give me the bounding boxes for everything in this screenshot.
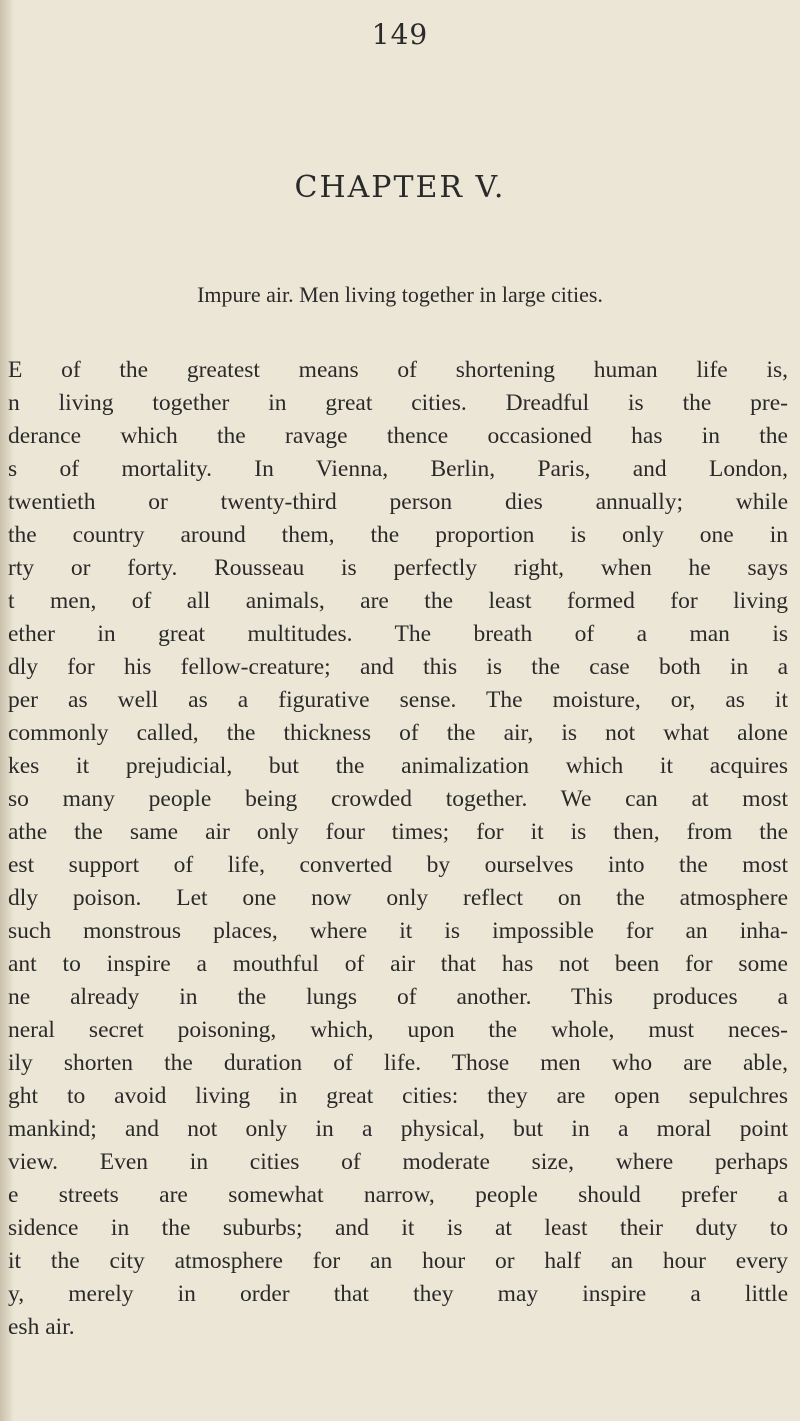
page-number: 149 xyxy=(371,18,429,51)
text-line: ily shorten the duration of life. Those men who are able, xyxy=(8,1050,788,1076)
text-line: n living together in great cities. Dreadful is the pre- xyxy=(8,390,788,416)
chapter-summary: Impure air. Men living together in large cities. xyxy=(197,282,603,307)
text-line: ne already in the lungs of another. This produces a xyxy=(8,984,788,1010)
text-line: dly poison. Let one now only reflect on the atmosphere xyxy=(8,885,788,911)
text-line: est support of life, converted by ourselves into the most xyxy=(8,852,788,878)
text-line: dly for his fellow-creature; and this is the case both in a xyxy=(8,654,788,680)
text-line: mankind; and not only in a physical, but in a moral point xyxy=(8,1116,788,1142)
text-line: s of mortality. In Vienna, Berlin, Paris, and London, xyxy=(8,456,788,482)
text-line: the country around them, the proportion is only one in xyxy=(8,522,788,548)
text-line: per as well as a figurative sense. The moisture, or, as it xyxy=(8,687,788,713)
text-line: t men, of all animals, are the least formed for living xyxy=(8,588,788,614)
text-line: E of the greatest means of shortening human life is, xyxy=(8,357,788,383)
text-line: so many people being crowded together. We can at most xyxy=(8,786,788,812)
text-line: derance which the ravage thence occasioned has in the xyxy=(8,423,788,449)
chapter-title: CHAPTER V. xyxy=(294,170,506,205)
text-line: kes it prejudicial, but the animalization which it acquires xyxy=(8,753,788,779)
text-line: ght to avoid living in great cities: they are open sepulchres xyxy=(8,1083,788,1109)
text-line: e streets are somewhat narrow, people should prefer a xyxy=(8,1182,788,1208)
text-line: ant to inspire a mouthful of air that has not been for some xyxy=(8,951,788,977)
text-line: it the city atmosphere for an hour or half an hour every xyxy=(8,1248,788,1274)
text-line: such monstrous places, where it is impossible for an inha- xyxy=(8,918,788,944)
text-line: view. Even in cities of moderate size, where perhaps xyxy=(8,1149,788,1175)
text-line: esh air. xyxy=(8,1314,75,1340)
body-paragraph xyxy=(8,354,788,1344)
text-line: twentieth or twenty-third person dies annually; while xyxy=(8,489,788,515)
text-line: y, merely in order that they may inspire a little xyxy=(8,1281,788,1307)
text-line: ether in great multitudes. The breath of a man is xyxy=(8,621,788,647)
text-line: rty or forty. Rousseau is perfectly right, when he says xyxy=(8,555,788,581)
text-line: commonly called, the thickness of the air, is not what alone xyxy=(8,720,788,746)
text-line: sidence in the suburbs; and it is at least their duty to xyxy=(8,1215,788,1241)
text-line: athe the same air only four times; for it is then, from the xyxy=(8,819,788,845)
text-line: neral secret poisoning, which, upon the whole, must neces- xyxy=(8,1017,788,1043)
